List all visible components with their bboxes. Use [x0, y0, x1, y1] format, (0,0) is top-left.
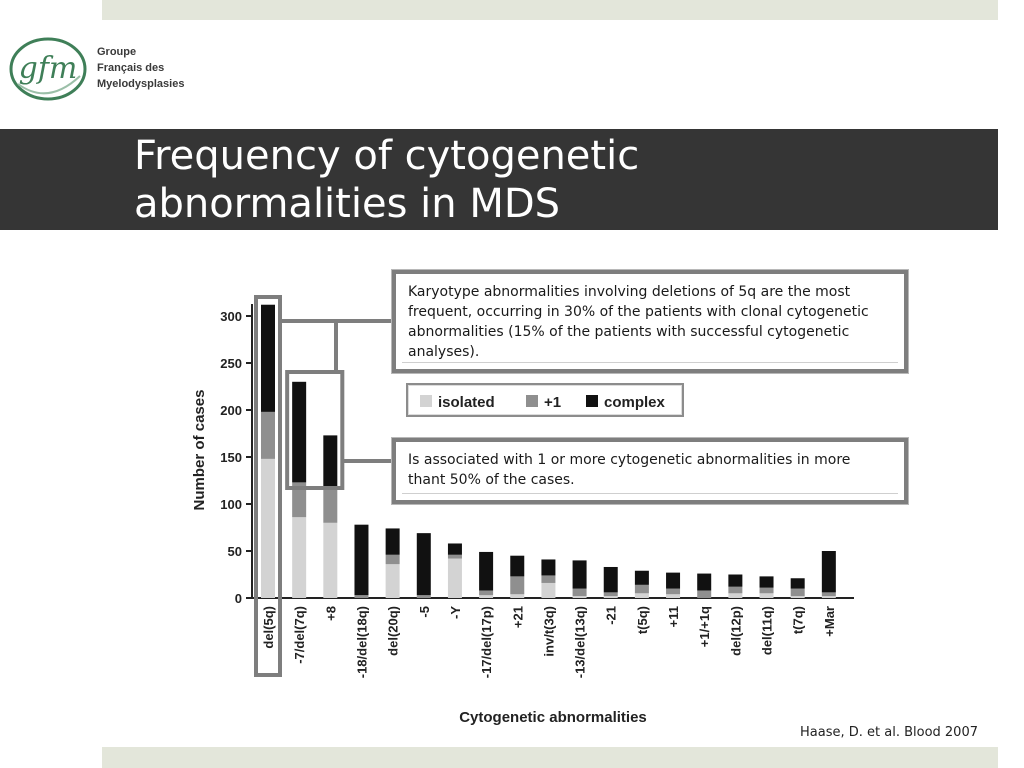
- bar-segment-plus1: [261, 412, 275, 459]
- x-tick-label: -7/del(7q): [292, 606, 308, 664]
- x-tick-label: inv/t(3q): [541, 606, 557, 657]
- bar-segment-complex: [822, 551, 836, 592]
- bar-segment-plus1: [479, 590, 493, 595]
- bar-segment-plus1: [635, 585, 649, 593]
- x-tick-label: -18/del(18q): [354, 606, 370, 679]
- bar-segment-isolated: [573, 596, 587, 598]
- bar-segment-isolated: [791, 596, 805, 598]
- x-tick-label: -13/del(13q): [572, 606, 588, 679]
- bar-segment-plus1: [728, 587, 742, 594]
- bar-segment-isolated: [323, 523, 337, 598]
- bar-segment-complex: [323, 435, 337, 488]
- bottom-decorative-stripe: [102, 747, 998, 768]
- bar-segment-isolated: [261, 459, 275, 598]
- bar-segment-plus1: [760, 588, 774, 594]
- y-tick-label: 300: [220, 309, 242, 324]
- bar-segment-complex: [635, 571, 649, 585]
- bar-segment-plus1: [604, 592, 618, 596]
- x-tick-label: del(20q): [385, 606, 401, 656]
- y-tick-label: 250: [220, 356, 242, 371]
- bar-segment-isolated: [541, 583, 555, 598]
- legend-swatch-plus1: [526, 395, 538, 407]
- callout-rule: [402, 493, 898, 494]
- slide-title-line-2: abnormalities in MDS: [134, 181, 561, 227]
- x-tick-label: del(11q): [759, 606, 775, 656]
- bar-segment-plus1: [417, 595, 431, 598]
- legend-swatch-isolated: [420, 395, 432, 407]
- bar-segment-plus1: [510, 576, 524, 594]
- bar-segment-complex: [604, 567, 618, 592]
- bar-segment-isolated: [448, 559, 462, 598]
- bar-segment-plus1: [386, 555, 400, 564]
- citation: Haase, D. et al. Blood 2007: [800, 725, 978, 740]
- bar-segment-isolated: [728, 593, 742, 598]
- bar-segment-isolated: [292, 517, 306, 598]
- org-line-2: Français des: [97, 62, 165, 74]
- x-tick-label: +21: [510, 606, 526, 629]
- x-tick-label: t(5q): [634, 606, 650, 635]
- org-line-3: Myelodysplasies: [97, 78, 185, 90]
- slide-title-line-1: Frequency of cytogenetic: [134, 133, 640, 179]
- bar-segment-plus1: [697, 590, 711, 598]
- y-tick-label: 100: [220, 497, 242, 512]
- bar-segment-complex: [666, 573, 680, 589]
- bar-segment-complex: [448, 543, 462, 554]
- bar-segment-plus1: [323, 488, 337, 523]
- bar-segment-complex: [541, 559, 555, 575]
- bar-segment-plus1: [448, 555, 462, 559]
- x-tick-label: +11: [666, 606, 682, 628]
- x-tick-label: +Mar: [821, 606, 837, 637]
- y-tick-label: 150: [220, 450, 242, 465]
- y-tick-label: 200: [220, 403, 242, 418]
- callout-5q-text: Karyotype abnormalities involving deletions of 5q are the most frequent, occurring in 30% of the patients with clonal cytogenetic abnormalities (15% of the patients with successful cytogenetic analyses).: [408, 284, 869, 360]
- bar-segment-isolated: [822, 596, 836, 598]
- bar-segment-isolated: [760, 593, 774, 598]
- bar-segment-plus1: [573, 589, 587, 597]
- bar-segment-isolated: [604, 596, 618, 598]
- x-tick-label: +1/+1q: [697, 606, 713, 648]
- org-line-1: Groupe: [97, 46, 137, 58]
- bar-segment-complex: [479, 552, 493, 591]
- bar-segment-plus1: [822, 592, 836, 596]
- bar-segment-complex: [697, 574, 711, 591]
- x-tick-label: -Y: [447, 606, 463, 619]
- bar-segment-plus1: [541, 575, 555, 583]
- callout-5q-frequency: [392, 270, 908, 373]
- x-tick-label: -21: [603, 606, 619, 625]
- bar-segment-isolated: [386, 564, 400, 598]
- bar-segment-complex: [760, 576, 774, 587]
- x-axis-title: Cytogenetic abnormalities: [459, 709, 647, 726]
- y-axis-title: Number of cases: [191, 389, 208, 511]
- bar-segment-complex: [791, 578, 805, 588]
- bar-segment-complex: [417, 533, 431, 595]
- connector-5q: [280, 321, 336, 372]
- legend-label-isolated: isolated: [438, 394, 495, 411]
- bar-segment-plus1: [791, 589, 805, 597]
- callout-association: [392, 438, 908, 504]
- bar-segment-isolated: [479, 595, 493, 598]
- bar-segment-isolated: [635, 593, 649, 598]
- bar-segment-complex: [261, 305, 275, 412]
- bar-segment-complex: [354, 525, 368, 596]
- bar-segment-plus1: [354, 595, 368, 598]
- x-tick-label: +8: [323, 606, 339, 621]
- legend-label-plus1: +1: [544, 394, 562, 411]
- x-tick-label: del(5q): [261, 606, 276, 649]
- callout-association-text: Is associated with 1 or more cytogenetic abnormalities in more thant 50% of the cases.: [408, 452, 851, 488]
- x-tick-label: del(12p): [728, 606, 744, 656]
- bar-segment-complex: [386, 528, 400, 554]
- bar-segment-plus1: [666, 589, 680, 595]
- y-tick-label: 0: [234, 591, 242, 606]
- bar-segment-isolated: [666, 594, 680, 598]
- bar-segment-complex: [292, 382, 306, 483]
- legend-swatch-complex: [586, 395, 598, 407]
- x-tick-label: -5: [416, 606, 432, 618]
- y-tick-label: 50: [227, 544, 242, 559]
- bar-segment-isolated: [510, 594, 524, 598]
- x-tick-label: -17/del(17p): [479, 606, 495, 679]
- bar-segment-complex: [573, 560, 587, 588]
- legend-label-complex: complex: [604, 394, 665, 411]
- callout-rule: [402, 362, 898, 363]
- x-tick-label: t(7q): [790, 606, 806, 635]
- bar-segment-complex: [728, 575, 742, 587]
- bar-segment-complex: [510, 556, 524, 577]
- logo-text: gfm: [18, 51, 78, 86]
